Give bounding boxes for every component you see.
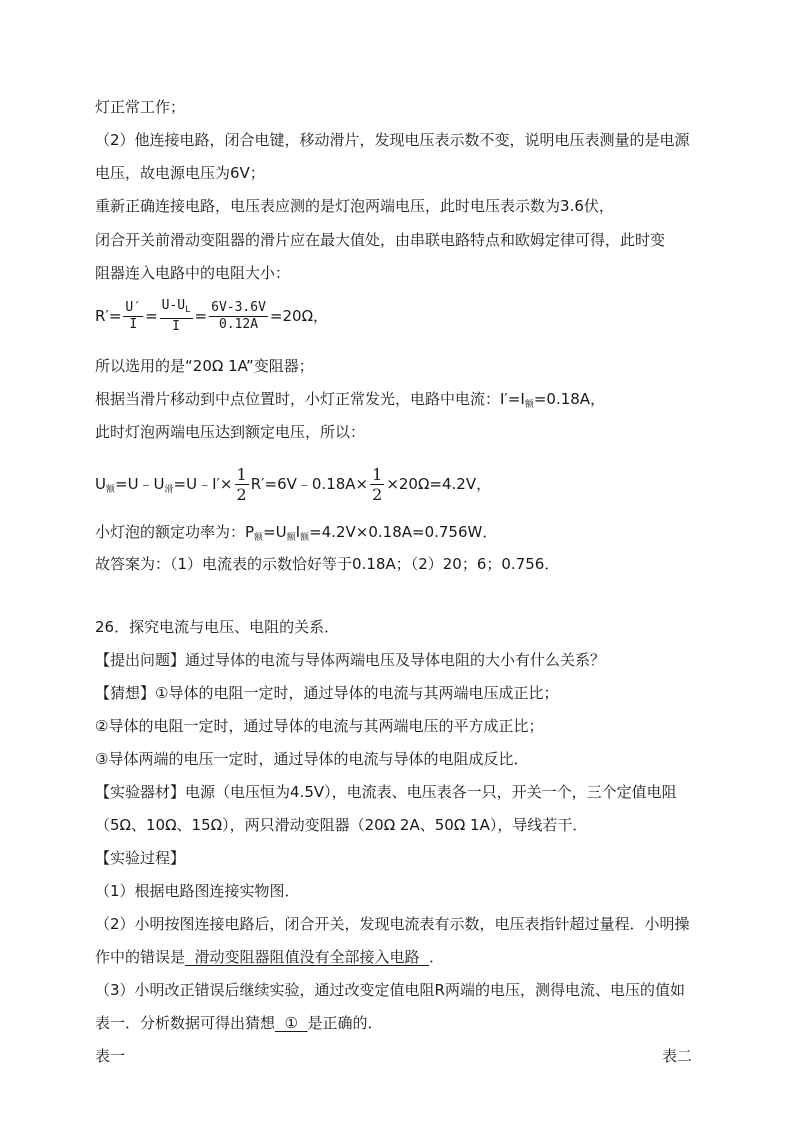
fraction-denominator: 0.12A	[218, 317, 259, 332]
text-line: 灯正常工作；	[95, 98, 186, 116]
formula-resistance	[95, 298, 328, 335]
formula-rated-voltage: $U_额=U﹣U_滑=U﹣I'\times$ $\frac{1}{2}$ R′=6V﹣0.18A× $\frac{1}{2}$ ×20Ω=4.2V，	[95, 465, 492, 504]
text-line: 【提出问题】通过导体的电流与导体两端电压及导体电阻的大小有什么关系？	[95, 651, 606, 669]
text-line: （2）他连接电路，闭合电键，移动滑片，发现电压表示数不变，说明电压表测量的是电源	[95, 131, 690, 149]
text-line: 【猜想】①导体的电阻一定时，通过导体的电流与其两端电压成正比；	[95, 684, 559, 702]
table-label-one: 表一	[95, 1047, 126, 1065]
table-label-two: 表二	[661, 1047, 692, 1065]
question-title: 26．探究电流与电压、电阻的关系．	[95, 618, 340, 636]
answer-blank: 滑动变阻器阻值没有全部接入电路	[185, 948, 430, 966]
formula-result: =20Ω，	[269, 307, 329, 325]
text-line-power: 小灯泡的额定功率为：$P_额=U_额I_额=4.2V\times 0.18A=0.756W$．	[95, 523, 498, 543]
text-line: 电压，故电源电压为6V；	[95, 164, 265, 182]
answer-blank: ①	[275, 1014, 308, 1032]
text-line-answer-blank: 作中的错误是 滑动变阻器阻值没有全部接入电路 ．	[95, 948, 445, 966]
fraction-u-minus-ul-over-i	[160, 298, 193, 335]
fraction-one-half: $\frac{1}{2}$	[236, 465, 247, 504]
text-line: 重新正确连接电路，电压表应测的是灯泡两端电压，此时电压表示数为3.6伏，	[95, 197, 614, 215]
text-line: （2）小明按图连接电路后，闭合开关，发现电流表有示数，电压表指针超过量程．小明操	[95, 915, 690, 933]
text-line: （5Ω、10Ω、15Ω），两只滑动变阻器（20Ω 2A、50Ω 1A），导线若干．	[95, 816, 588, 834]
text-line: 所以选用的是“20Ω 1A”变阻器；	[95, 357, 314, 375]
fraction-denominator: I	[129, 317, 138, 332]
fraction-one-half: $\frac{1}{2}$	[372, 465, 383, 504]
fraction-denominator: I	[172, 319, 180, 334]
equals-sign: =	[145, 307, 158, 325]
formula-lhs: R′=	[95, 307, 122, 325]
text-line: （3）小明改正错误后继续实验，通过改变定值电阻R两端的电压，测得电流、电压的值如	[95, 981, 685, 999]
text-line: 阻器连入电路中的电阻大小：	[95, 264, 291, 282]
text-line: ③导体两端的电压一定时，通过导体的电流与导体的电阻成反比．	[95, 750, 529, 768]
fraction-numerator: $U-U_L$	[160, 298, 193, 319]
text-line: 此时灯泡两端电压达到额定电压，所以：	[95, 423, 366, 441]
text-line-answer-blank: 表一．分析数据可得出猜想 ① 是正确的．	[95, 1014, 383, 1032]
text-line-current: 根据当滑片移动到中点位置时，小灯正常发光，电路中电流：$I'=I_额=0.18A$，	[95, 390, 606, 410]
text-line: （1）根据电路图连接实物图．	[95, 882, 300, 900]
text-line: 闭合开关前滑动变阻器的滑片应在最大值处，由串联电路特点和欧姆定律可得，此时变	[95, 231, 666, 249]
answer-line: 故答案为：（1）电流表的示数恰好等于0.18A；（2）20；6；0.756．	[95, 555, 560, 573]
fraction-numerator: U′	[125, 300, 142, 315]
fraction-values	[209, 300, 268, 333]
text-line: ②导体的电阻一定时，通过导体的电流与其两端电压的平方成正比；	[95, 717, 544, 735]
text-line: 【实验过程】	[95, 849, 186, 867]
text-line: 【实验器材】电源（电压恒为4.5V），电流表、电压表各一只，开关一个，三个定值电阻	[95, 783, 677, 801]
fraction-numerator: 6V-3.6V	[211, 300, 266, 315]
equals-sign: =	[194, 307, 208, 325]
fraction-u-prime-over-i	[123, 300, 143, 333]
